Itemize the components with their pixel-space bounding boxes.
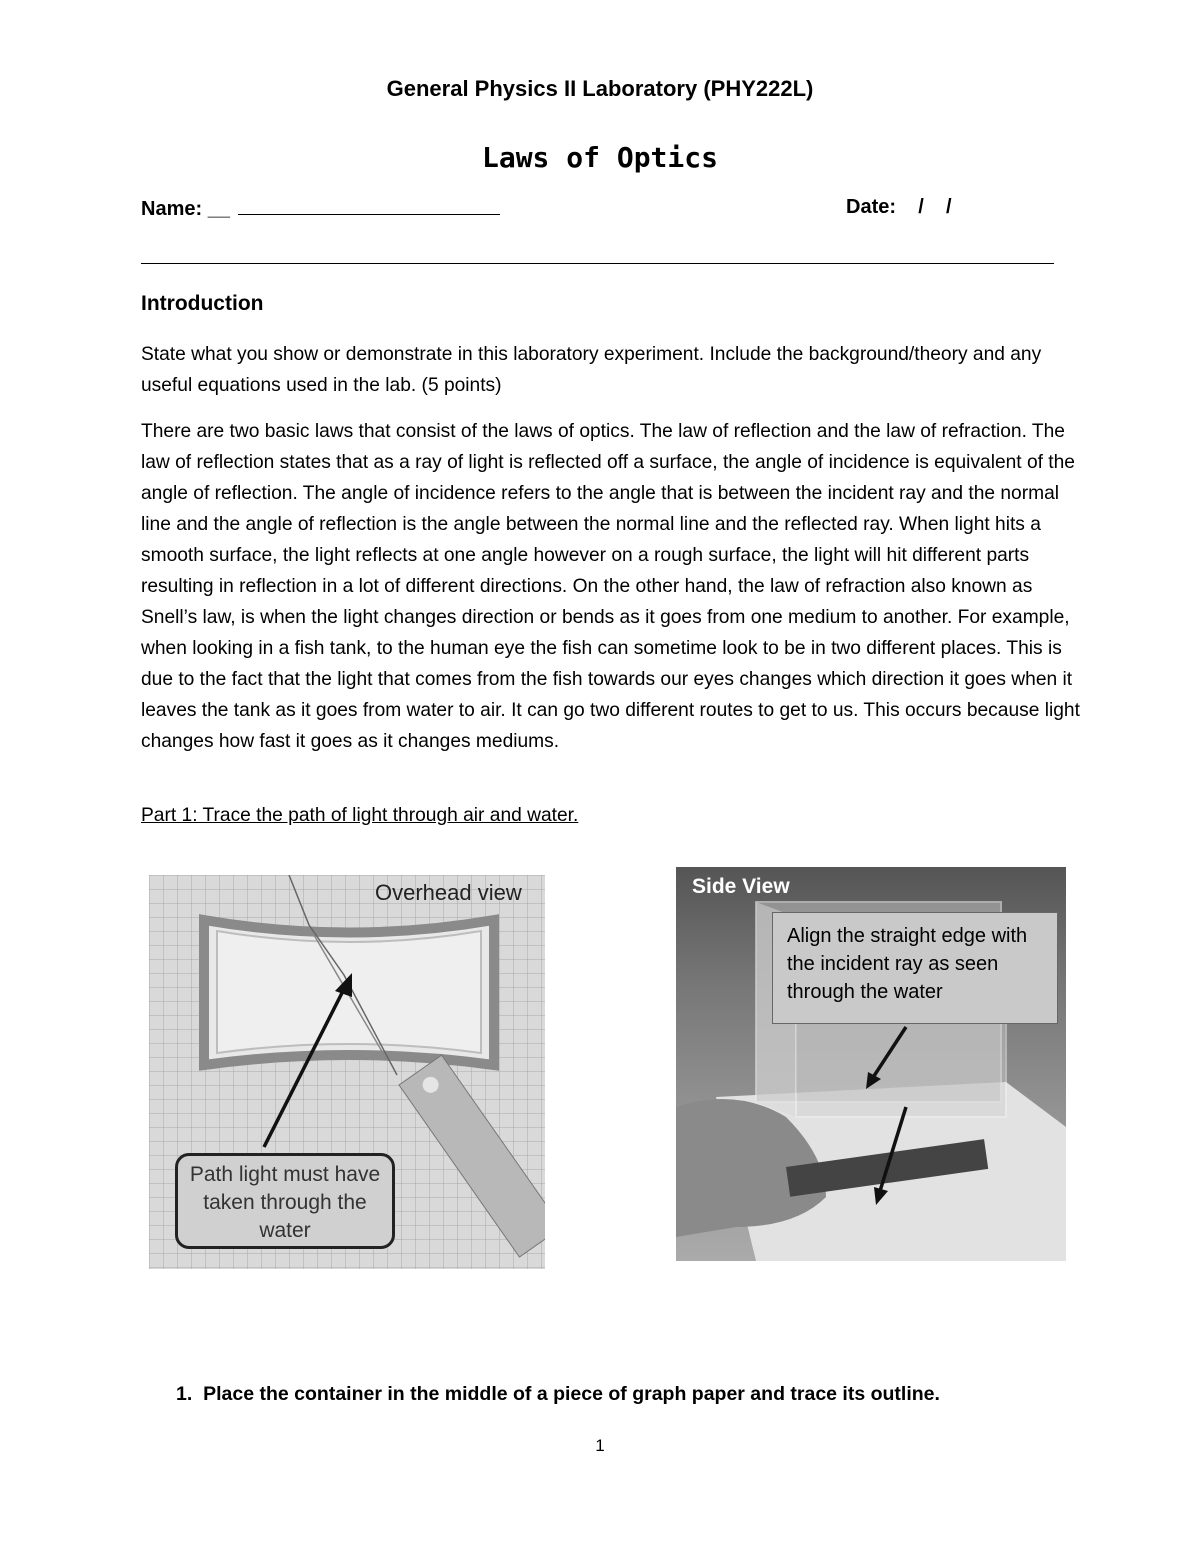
introduction-heading: Introduction [141, 292, 264, 315]
introduction-answer: There are two basic laws that consist of the laws of optics. The law of reflection and the law of refraction. The law of reflection states that as a ray of light is reflected off a surface, the angle of incidence is equivalent of the angle of reflection. The angle of incidence refers to the angle that is between the incident ray and the normal line and the angle of reflection is the angle between the normal line and the reflected ray. When light hits a smooth surface, the light reflects at one angle however on a rough surface, the light will hit different parts resulting in reflection in a lot of different directions. On the other hand, the law of refraction also known as Snell’s law, is when the light changes direction or bends as it goes from one medium to another. For example, when looking in a fish tank, to the human eye the fish can sometime look to be in two different places. This is due to the fact that the light that comes from the fish towards our eyes changes which direction it goes when it leaves the tank as it goes from water to air. It can go two different routes to get to us. This occurs because light changes how fast it goes as it changes mediums. [141, 421, 1080, 752]
overhead-view-figure [149, 875, 545, 1269]
page-title: Laws of Optics [481, 141, 718, 174]
name-field [141, 196, 500, 221]
name-blank-line [238, 196, 500, 215]
step-1-number: 1. [176, 1383, 193, 1405]
separator-rule [141, 263, 1054, 264]
overhead-callout: Path light must have taken through the water [175, 1153, 395, 1249]
side-view-label: Side View [692, 875, 790, 898]
introduction-prompt: State what you show or demonstrate in this laboratory experiment. Include the background/theory and any useful equations used in the lab. (5 points) [141, 344, 1042, 396]
step-1-text: Place the container in the middle of a piece of graph paper and trace its outline. [203, 1383, 940, 1405]
date-field: Date: / / [846, 196, 952, 218]
overhead-view-label: Overhead view [375, 880, 522, 905]
side-view-figure [676, 867, 1066, 1261]
side-callout: Align the straight edge with the incident ray as seen through the water [772, 912, 1058, 1024]
page-number: 1 [595, 1436, 605, 1455]
part1-heading: Part 1: Trace the path of light through air and water. [141, 805, 579, 826]
name-label: Name: __ [141, 198, 230, 220]
step-1 [176, 1383, 940, 1406]
course-title: General Physics II Laboratory (PHY222L) [386, 76, 814, 101]
